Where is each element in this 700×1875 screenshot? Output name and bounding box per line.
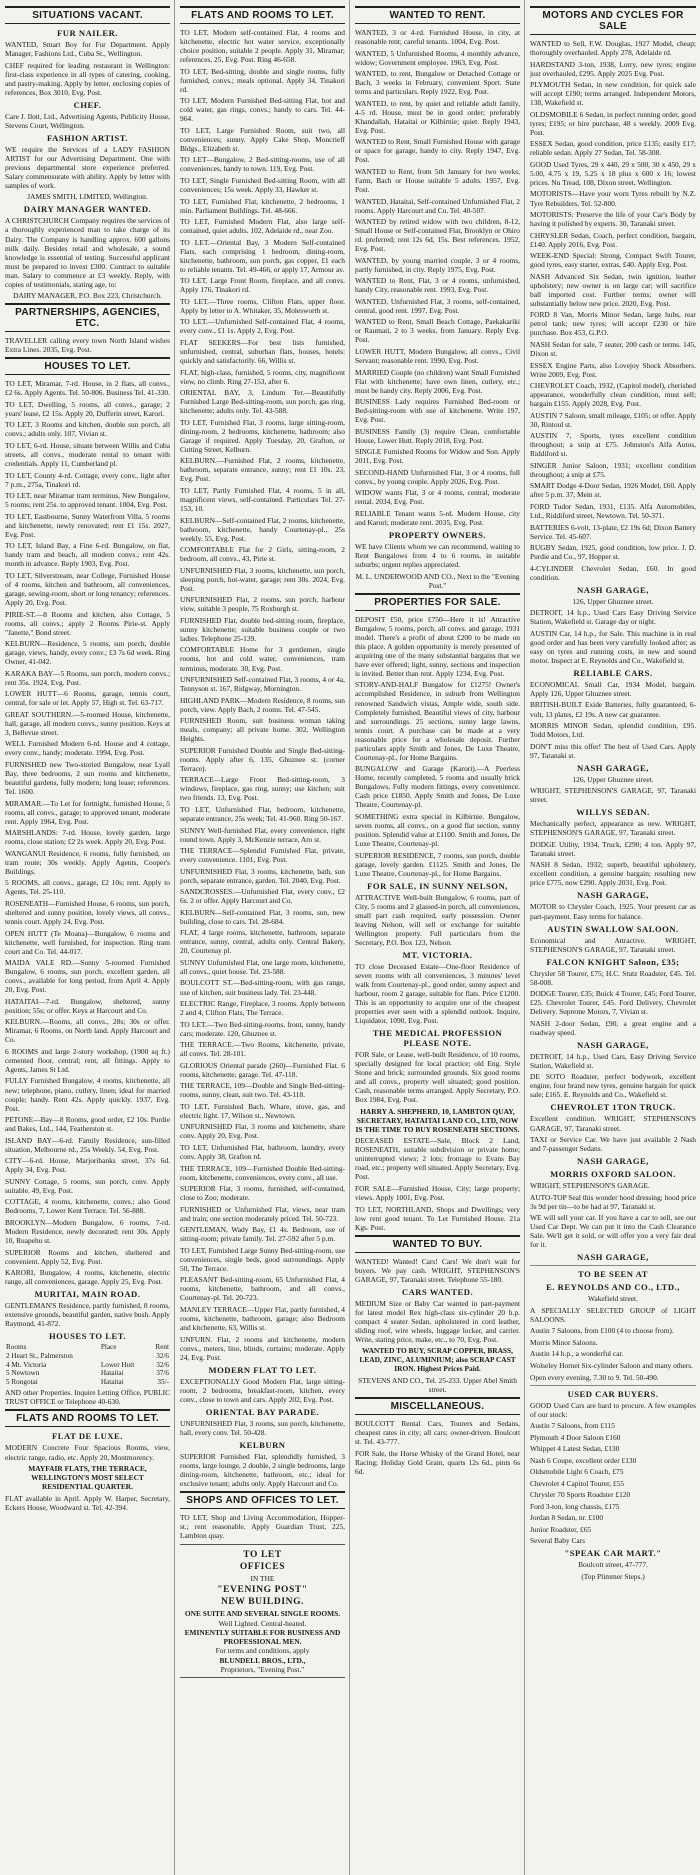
classified-ad: BOULCOTT Rental Cars, Tourers and Sedans, cheapest rates in city; all cars; owner-driven. Boulcott st. Tel. 43-777. [355, 1419, 520, 1447]
ad-heading: MURITAI, MAIN ROAD. [34, 1289, 141, 1300]
section-heading-partnerships: PARTNERSHIPS, AGENCIES, ETC. [5, 303, 170, 332]
classified-ad-signature: Wakefield street. [588, 1294, 638, 1304]
section-heading-wanted-to-buy: WANTED TO BUY. [355, 1235, 520, 1253]
classified-ad: SUPERIOR Furnished Double and Single Bed-sitting-rooms. Apply after 6, 135, Ghuznee st. (corner Terrace). [180, 745, 345, 773]
classified-ad: ISLAND BAY—6-rd. Family Residence, sun-filled situation, Melbourne rd., 25s Weekly. 54, Evg. Post. [5, 1135, 170, 1154]
classified-ad: FURNISHED or Unfurnished Flat, views, near tram and train; one section moderately priced. Tel. 50-723. [180, 1204, 345, 1223]
classified-ad: MODERN Concrete Four Spacious Rooms, view, electric range, radio, etc. Apply 20, Montmorency. [5, 1443, 170, 1462]
classified-ad: TO LET—Bungalow, 2 Bed-sitting-rooms, use of all conveniences, handy to town. 119, Evg. Post. [180, 155, 345, 174]
classified-ad: ORIENTAL BAY, 3, Lindum Ter.—Beautifully Furnished Large Bed-sitting-room, sun porch, gas ring, kitchenette; adults only. Tel. 43-588. [180, 388, 345, 416]
classified-ad: SUNNY Cottage, 5 rooms, sun porch, conv. Apply suitable. 49, Evg. Post. [5, 1176, 170, 1195]
classified-ad: FURNISHED new Two-storied Bungalow, near Lyall Bay, three bedrooms, 2 sun rooms and kitchenette, beautiful gardens, fully modern; long lease; references. Tel. 1600. [5, 759, 170, 797]
classified-ad: WE require the Services of a LADY FASHION ARTIST for our Advertising Department. One with previous departmental store experience preferred. Salary commensurate with ability. Apply by letter with samples of work. [5, 144, 170, 190]
classified-ad: TO LET, Partly Furnished Flat, 4 rooms, 5 in all, magnificent views, self-contained. Particulars Tel. 27-153, 10. [180, 485, 345, 513]
classified-ad: Wolseley Hornet Six-cylinder Saloon and many others. [530, 1361, 693, 1370]
classified-ad: SANDCROSSES.—Unfurnished Flat, every conv., £2 6s. 2 or offer. Apply Harcourt and Co. [180, 887, 345, 906]
classified-ad: SECOND-HAND Unfurnished Flat, 3 or 4 rooms, full convs., by young couple. Apply 2026, Evg. Post. [355, 467, 520, 486]
table-row [5, 1369, 170, 1378]
table-cell: 35/- [157, 1377, 169, 1386]
classified-ad: MAYFAIR FLATS, THE TERRACE, WELLINGTON'S MOST SELECT RESIDENTIAL QUARTER. [28, 1464, 147, 1492]
section-heading-motors-cycles: MOTORS AND CYCLES FOR SALE [530, 6, 696, 35]
classified-ad: WE will sell your car. If you have a car to sell, see our Used Car Dept. We can put it into the Cash Clearance Sale. We'll get it sold, or will offer you a very fair deal for it. [530, 1213, 696, 1250]
classified-ad: ROSENEATH—Furnished House, 6 rooms, sun porch, sheltered and sunny position, lovely views, all convs., tennis court. Apply 24, Evg. Post. [5, 898, 170, 926]
classified-ad-signature: JAMES SMITH, LIMITED, Wellington. [27, 192, 148, 202]
table-row [5, 1352, 170, 1361]
ad-heading: FOR SALE, IN SUNNY NELSON, [367, 880, 508, 891]
classified-ad: MOTORISTS: Preserve the life of your Car's Body by having it polished by experts. 30, Taranaki street. [530, 210, 696, 229]
classified-ad: HARRY A. SHEPHERD, 10, LAMBTON QUAY, SECRETARY, HATAITAI LAND CO., LTD, NOW IS THE TIME TO BUY ROSENEATH SECTIONS. [355, 1106, 520, 1134]
classified-ad: FLAT SEEKERS—For best lists furnished, unfurnished, central, suburban flats, houses, hotels: quickly and satisfactorily. 66, Willis st. [180, 337, 345, 366]
classified-ad: ECONOMICAL Small Car, 1934 Model, bargain. Apply 126, Upper Ghuznee street. [530, 679, 696, 698]
classified-ad: TO LET.—Three rooms, Clifton Flats, upper floor. Apply by letter to A. Whitaker, 35, Molesworth st. [180, 296, 345, 315]
classified-ad: COTTAGE, 4 rooms, kitchenette, convs.; also Good Bedrooms, 7, Lower Kent Terrace. Tel. 56-888. [5, 1197, 170, 1216]
classified-ad: AUSTIN 7 Saloon, small mileage, £105; or offer. Apply 30, Rintoul st. [530, 410, 696, 429]
classified-ad: TO LET, Unfurnished Flat, bedroom, kitchenette, separate entrance, 25s week; Tel. 41-960. Ring 50-167. [180, 804, 345, 823]
classified-ad: UNFURNISHED Flat, 3 rooms, kitchenette, sun porch, sleeping porch, hot-water, garage; rent 30s. 2024, Evg. Post. [180, 565, 345, 593]
ad-heading: TO BE SEEN AT [578, 1269, 648, 1280]
classified-ad: UNFURNISHED Flat, 3 rooms and kitchenette, share conv. Apply 20, Evg. Post. [180, 1122, 345, 1141]
classified-ad: TO LET, near Miramar tram terminus, New Bungalow, 5 rooms; rent 25s. to approved tenant. 1004, Evg. Post. [5, 491, 170, 510]
classified-ad: SINGER Junior Saloon, 1931; excellent condition throughout; a snip at £75. [530, 460, 696, 479]
classified-ad: FURNISHED Flat, double bed-sitting room, fireplace, sunny kitchenette; suitable business couple or two ladies. Telephone 25-139. [180, 615, 345, 643]
table-cell: Rooms [6, 1343, 27, 1352]
classified-ad: TO LET, Single Furnished Bed-sitting Room, with all conveniences; 15s week. Apply 33, Hawker st. [180, 175, 345, 194]
classified-ad: WANTED, 5 Unfurnished Rooms, 4 monthly advance, widow; Government employee. 1963, Evg. Post. [355, 48, 520, 67]
classified-ad: BOULCOTT ST.—Bed-sitting-room, with gas range, use of kitchen, suit business lady. Tel. 23-448. [180, 978, 345, 997]
classified-ad: SUNNY Well-furnished Flat, every convenience, right round town. Apply 3, McKenzie terrace, Aro st. [180, 825, 345, 844]
classified-ad: WRIGHT, STEPHENSON'S GARAGE. [530, 1181, 650, 1191]
classified-ad: DETROIT, 14 h.p., Used Cars Easy Driving Service Station, Wakefield st. Garage day or night. [530, 608, 696, 627]
ad-heading: E. REYNOLDS AND CO., LTD., [546, 1282, 680, 1293]
table-cell: 2 Heart St., Palmerston [6, 1351, 73, 1360]
classified-ad: PIRIE-ST.—8 Rooms and kitchen, also Cottage, 5 rooms, all convs.; apply 2 Rooms Pirie-st. Apply "Janette," Bond street. [5, 609, 170, 637]
ad-heading: NASH GARAGE, [577, 762, 649, 773]
classified-ad: MOTORISTS—Have your worn Tyres rebuilt by N.Z. Tyre Rebuilders, Tel. 52-800. [530, 189, 696, 208]
table-cell: 37/6 [156, 1369, 169, 1378]
table-row [5, 1378, 170, 1387]
offices-to-let-display-ad [180, 1544, 345, 1678]
ad-heading: MT. VICTORIA. [402, 949, 473, 960]
classified-ad: MIRAMAR.—To Let for fortnight, furnished House, 5 rooms, all convs., garage; to approved tenant, moderate rent. Apply 1964, Evg. Post. [5, 798, 170, 826]
classified-ad: NASH Sedan for sale, 7 seater, 200 cash or terms. 145, Dixon st. [530, 339, 696, 358]
classified-ad: THE TERRACE, 109—Furnished Double Bed-sitting-room, kitchenette, conveniences, every conv., all use. [180, 1163, 345, 1182]
classified-ad: WANTED, by young married couple, 3 or 4 rooms, partly furnished, in city. Reply 1975, Evg. Post. [355, 255, 520, 274]
classified-ad-signature: STEVENS AND CO., Tel. 25-233. Upper Abel Smith street. [358, 1375, 517, 1394]
classified-ad: WRIGHT, STEPHENSON'S GARAGE, 97, Taranaki street. [530, 786, 696, 805]
classified-ad: TO LET, Furnished Bach, Whare, stove, gas, and electric light. 17, Wilson st., Newtown. [180, 1101, 345, 1120]
table-cell: Lower Hutt [100, 1360, 135, 1369]
classified-ad: WANTED to Rent, Small Furnished House with garage or space for garage, handy to city. Reply 1947, Evg. Post. [355, 137, 520, 165]
classified-ad: AUTO-TOP Seal this wonder hood dressing; hood price 3s 9d per tin—to be had at 97, Taranaki st. [530, 1192, 696, 1211]
classified-ad: TO close Deceased Estate—One-floor Residence of seven rooms with all conveniences, 3 minutes' level walk from Courtenay-pl., good order, sunny aspect and harbour, room 2 garage, suitable for flats. Price £1200. This is an opportunity to acquire one of the cheapest properties ever seen with a splendid outlook. Inquire, Liquidator, 1090, Evg. Post. [355, 961, 520, 1025]
classified-ad: TO LET, 6-rd. House, situate between Willis and Cuba streets, all convs., moderate rental to tenant with credentials. Apply 11, Cumberland pl. [5, 440, 170, 469]
classified-ad: ESSEX Sedan, good condition, price £135; easily £17; reliable sedan. Apply 27 Sedan, Tel. 58-308. [530, 139, 696, 158]
table-cell: 32/6 [156, 1360, 169, 1369]
classified-ad: COMFORTABLE Home for 3 gentlemen, single rooms, hot and cold water, conveniences, tram terminus, moderate. 30, Evg. Post. [180, 645, 345, 673]
classified-ad: 6 ROOMS and large 2-story workshop, (1900 sq ft.) cemented floor, central; rent, all fittings. Apply to Agents, James St Ltd. [5, 1046, 170, 1074]
classified-ad: WEEK-END Special: Strong, Compact Swift Tourer, good tyres, easy starter, extras, £40. Apply Evg. Post. [530, 251, 696, 270]
classified-ad: NASH Advanced Six Sedan, twin ignition, leather upholstery; new owner is on large car; will sacrifice ball imported cost. Further terms; owner will substantially below new price. 2020, Evg. Post. [530, 271, 696, 308]
classified-ad: DODGE Utility, 1934, Truck, £290; 4 ton. Apply 97, Taranaki street. [530, 839, 696, 858]
classified-ad: Chrysler 58 Tourer, £75; H.C. Stutz Roadster, £45. Tel. 58-008. [530, 968, 696, 987]
classified-ad: TO LET, Furnished Flat, kitchenette, 2 bedrooms, 1 min. Parliament Buildings. Tel. 48-666. [180, 196, 345, 215]
divider [530, 1385, 696, 1386]
classified-ad: WANGANUI Residence, 6 rooms, fully furnished, on tram route; 30s weekly. Apply Agents, Cooper's Buildings. [5, 848, 170, 876]
list-item: Ford 3-ton, long chassis, £175 [530, 1501, 620, 1511]
ad-heading: FUR NAILER. [57, 28, 118, 38]
classified-ad: TO LET.—Unfurnished Self-contained Flat, 4 rooms, every conv., £1 1s. Apply 2, Evg. Post. [180, 317, 345, 336]
list-item: Chevrolet 4 Capitol Tourer, £55 [530, 1478, 625, 1488]
classified-ad: KELBURN—Self-contained Flat, 3 rooms, sun, new building, close to cars. Tel. 28-684. [180, 907, 345, 926]
classified-ad: ATTRACTIVE Well-built Bungalow, 6 rooms, part of City, 5 rooms and 2 glassed-in porch, all conveniences, small part cash required, early possession. Owner leaving Nelson, will sell or exchange for suitable Wellington property. Full particulars from the Secretary, P.O. Box 123, Nelson. [355, 892, 520, 947]
classified-ad: MANLEY TERRACE—Upper Flat, partly furnished, 4 rooms, kitchenette, bathroom, garage; also Bedroom and kitchenette, 63, Willis st. [180, 1304, 345, 1333]
table-row [5, 1361, 170, 1370]
ad-heading: FASHION ARTIST. [47, 132, 128, 143]
classified-ad: PETONE—Bay—8 Rooms, good order, £2 10s. Purdie and Bakes, Ltd., 144, Featherston st. [5, 1115, 170, 1134]
section-heading-miscellaneous: MISCELLANEOUS. [355, 1397, 520, 1415]
classified-ad: TO LET, Shop and Living Accommodation, Hopper-st.; rent reasonable. Apply Guardian Trust, 225, Lambton quay. [180, 1512, 345, 1540]
classified-ad: TO LET, Furnished Flat, 3 rooms, large sitting-room, dining-room, 2 bedrooms, kitchenette, bathroom; also Garage if required. Apply Tuesday, 20, Grafton, or Cutting Street, Kelburn. [180, 417, 345, 454]
classified-ad: DODGE Tourer, £35; Buick 4 Tourer, £45; Ford Tourer, £25. Chevrolet Tourer, £45. Ford Delivery, Chevrolet Delivery. Supreme Motors, 7, Vivian st. [530, 989, 696, 1017]
classified-ad: WE have Clients whom we can recommend, waiting to Rent Bungalows from 4 to 6 rooms, in suitable suburbs; urgent replies appreciated. [355, 542, 520, 570]
ad-heading: NASH GARAGE, [577, 1039, 649, 1050]
classified-ad-signature: (Top Plimmer Steps.) [581, 1572, 645, 1581]
classified-ad: FOR Sale, the Horse Whisky of the Grand Hotel, near Racing; Holiday Gold Grain, quarts 12s 6d., pints 6s 6d. [355, 1448, 520, 1476]
ad-heading: CHEF. [73, 99, 102, 110]
classified-ad: PLEASANT Bed-sitting-room, 65 Unfurnished Flat, 4 rooms, kitchenette, bathroom, and all convs., Courtenay-pl. Tel. 20-723. [180, 1275, 345, 1303]
classified-ad: WIDOW wants Flat, 3 or 4 rooms, central, moderate rental. 2034, Evg. Post. [355, 488, 520, 507]
classified-ad: FURNISHED Room, suit business woman taking meals, company; all private home. 302, Wellington Heights. [180, 716, 345, 744]
classified-ad: UNFURNISHED Flat, 3 rooms, kitchenette, bath, sun porch, separate entrance, garden. Tel. 2040, Evg. Post. [180, 866, 345, 885]
display-ad-text: ONE SUITE AND SEVERAL SINGLE ROOMS. [184, 1609, 341, 1619]
classified-ad: FLAT, 4 large rooms, kitchenette, bathroom, separate entrance, sunny, central, adults only. Central Bakery, 20, Courtenay pl. [180, 928, 345, 956]
classified-ad: Morris Minor Saloons. [530, 1337, 598, 1347]
classified-ad: WANTED, to rent, Bungalow or Detached Cottage or Bach, 3 weeks in February, convenient Sport. State terms and particulars. Reply 1922, Evg. Post. [355, 69, 520, 97]
houses-rent-table [5, 1343, 170, 1386]
classified-ad: GOOD Used Cars are hard to procure. A few examples of our stock: [530, 1400, 696, 1419]
section-heading-flats-rooms: FLATS AND ROOMS TO LET. [5, 1409, 170, 1427]
ad-heading: DAIRY MANAGER WANTED. [23, 204, 152, 215]
classified-ad: UNFURNISHED Flat, 2 rooms, sun porch, harbour view, suitable 3 people, 75 Roxburgh st. [180, 595, 345, 614]
ad-heading: PROPERTY OWNERS. [388, 530, 487, 541]
column-2 [175, 0, 350, 1875]
classified-ad: MOTOR to Chrysler Coach, 1925. Your present car as part-payment. Easy terms for balance. [530, 902, 696, 921]
classified-ad: SUPERIOR Rooms and kitchen, sheltered and convenient. Apply 52, Evg. Post. [5, 1247, 170, 1266]
classified-ad: CHEF required for leading restaurant in Wellington: first-class experience in all types of catering, cooking, and pastry-making. Apply by letter, enclosing copies of references, Box 3010, Evg. Post. [5, 60, 170, 97]
classified-ad: RELIABLE Tenant wants 5-rd. Modern House, city and Karori; moderate rent. 2035, Evg. Post. [355, 509, 520, 528]
ad-heading: MORRIS OXFORD SALOON. [550, 1169, 676, 1180]
section-heading-houses-to-let: HOUSES TO LET. [5, 357, 170, 375]
classified-ad: BRITISH-BUILT Exide Batteries, fully guaranteed, 6-volt, 13 plates, £2 19s. A new car guarantee. [530, 700, 696, 719]
classified-ad: TRAVELLER calling every town North Island wishes Extra Lines. 2035, Evg. Post. [5, 336, 170, 355]
classified-ad: TERRACE—Large Front Bed-sitting-room, 3 windows, fireplace, gas ring, sunny; use kitchen; suit two friends. 13, Evg. Post. [180, 775, 345, 803]
classified-ad: Open every evening, 7.30 to 9. Tel. 50-490. [530, 1372, 659, 1382]
classified-ad: STORY-AND-HALF Bungalow for £1275! Owner's accomplished Residence, in suburb from Wellington renowned Sandwich vistas, Ample wide, south side. Completely furnished. Beautiful views of city, harbour and surroundings. 25 sections, sunny large lawns, tennis court. A purchase can be made at a very reasonable price for a wholesale deposit. Further particulars apply Smith and Jones, De Luxe Theatre, Courtenay-pl., for Home Bargains. [355, 680, 520, 762]
classified-ad: COMFORTABLE Flat for 2 Girls, sitting-room, 2 bedroom, all convs., 43, Pirie st. [180, 545, 345, 564]
classified-ad: TO LET, 3 Rooms and kitchen, double sun porch, all convs.; adults only. 107, Vivian st. [5, 420, 170, 439]
classified-ad: SUPERIOR RESIDENCE, 7 rooms, sun porch, double garage, lovely garden. £1125. Smith and Jones, De Luxe Theatre, Courtenay-pl., for Home Bargains. [355, 850, 520, 878]
classified-ad: GOOD Used Tyres, 29 x 440, 29 x 500, 30 x 450, 29 x 5.00, 4.75 x 19, 5.25 x 18 plus x 600 x 16; lowest prices. Nu Tread, 108, Dixon street, Wellington. [530, 159, 696, 187]
classified-ad-signature: 126, Upper Ghuznee street. [572, 596, 654, 606]
column-1 [0, 0, 175, 1875]
display-ad-title: "EVENING POST" [217, 1585, 308, 1596]
classified-ad: FLAT, high-class, furnished, 5 rooms, city, magnificent view, no climb. Ring 27-153, after 6. [180, 367, 345, 386]
display-ad-text: IN THE [250, 1574, 275, 1584]
classified-ad: BUSINESS Lady requires Furnished Bed-room or Bed-sitting-room with use of kitchenette. Write 197, Evg. Post. [355, 397, 520, 425]
display-ad-text: BLUNDELL BROS., LTD., [219, 1655, 306, 1665]
classified-ad: DE SOTO Roadster, perfect bodywork, excellent engine, four brand new tyres, genuine bargain for quick sale; £165. E. Reynolds and Co., Wakefield st. [530, 1072, 696, 1100]
ad-heading: AUSTIN SWALLOW SALOON. [547, 923, 679, 934]
classified-ad: NASH 2-door Sedan, £90, a great engine and a roadway speed. [530, 1018, 696, 1037]
classified-ad-signature: 126, Upper Ghuznee street. [572, 774, 654, 784]
classified-ad: KELBURN.—Rooms, all convs., 28s; 30s or offer. Miramar, 6 Rooms, on North land. Apply Harcourt and Co. [5, 1017, 170, 1045]
ad-heading: HOUSES TO LET. [49, 1331, 126, 1342]
classified-ad: THE TERRACE.—Two Rooms, kitchenette, private, all convs. Tel. 28-101. [180, 1040, 345, 1059]
classified-ad: AND other Properties. Inquire Letting Office, PUBLIC TRUST OFFICE or Telephone 40-630. [5, 1388, 170, 1407]
classified-ad: OPEN HUTT (Te Moana)—Bungalow, 6 rooms and kitchenette, well furnished, for inspection. Ring tram court and Co. Tel. 44-017. [5, 928, 170, 956]
classified-ad: MAIDA VALE RD.—Sunny 5-roomed Furnished Bungalow, 6 rooms, sun porch, excellent garden, all convs., available for long period, from April 4. Apply 20, Evg. Post. [5, 958, 170, 995]
ad-heading: FALCON KNIGHT Saloon, £35; [546, 956, 680, 967]
classified-ad: LOWER HUTT, Modern Bungalow, all convs., Civil Servant; reasonable rent. 1990, Evg. Post. [355, 347, 520, 366]
classified-ad: TO LET.—Oriental Bay, 3 Modern Self-contained Flats, each comprising 1 bedroom, dining-room, kitchenette, bathroom, sun porch, gas copper, £1 each to reliable tenants. Tel. 49-466, or apply 17, Armour av. [180, 237, 345, 274]
classified-ad: UNFURNISHED Flat, 3 rooms, sun porch, kitchenette, hall, every conv. Tel. 50-428. [180, 1418, 345, 1437]
ad-heading: RELIABLE CARS. [573, 667, 653, 678]
classified-ad: UNFURNISHED Self-contained Flat, 3 rooms, 4 or 4a, Tennyson st. 167, Ridgway, Mornington. [180, 675, 345, 694]
list-item: Austin 7 Saloons, from £115 [530, 1421, 615, 1431]
list-item: Whippet 4 Latest Sedan, £130 [530, 1444, 620, 1454]
divider [530, 1265, 696, 1266]
ad-heading: NASH GARAGE, [577, 1252, 649, 1263]
ad-heading: "SPEAK CAR MART." [564, 1548, 662, 1559]
classified-ad: TO LET, Unfurnished Flat, bathroom, laundry, every conv. Apply 38, Grafton rd. [180, 1142, 345, 1161]
classified-ad: DECEASED ESTATE—Sale, Block 2 Land, ROSENEATH, suitable subdivision or private home; uninterrupted views; 2 lots; frontage to Evans Bay road, etc.; property well situated. Apply Secretary, Evg. Post. [355, 1136, 520, 1182]
list-item: Plymouth 4 Door Saloon £160 [530, 1432, 621, 1442]
classified-ad: ESSEX Engine Parts, also Lovejoy Shock Absorbers. Write 2009, Evg. Post. [530, 360, 696, 379]
classified-ad: SUPERIOR Flat, 3 rooms, furnished, self-contained, close to Zoo; moderate. [180, 1184, 345, 1203]
classified-ad: A SPECIALLY SELECTED GROUP of LIGHT SALOONS. [530, 1305, 696, 1324]
classified-ad: FULLY Furnished Bungalow, 4 rooms, kitchenette, all new; telephone, piano, cutlery, linen; ideal for married couple; handy. Rent 42s. Apply quickly. 1937, Evg. Post. [5, 1076, 170, 1113]
classified-ad: HIGHLAND PARK—Modern Residence, 8 rooms, sun porch, view. Apply Bach, 2 rooms. Tel. 47-545. [180, 695, 345, 714]
classified-ad: AUSTIN Car, 14 h.p., for Sale. This machine is in real good order and has been very carefully looked after; as easy on tyres and running costs, in new and sound motor. Inspect at E. Reynolds and Co., Wakefield st. [530, 628, 696, 665]
classified-ad: CHEVROLET Coach, 1932, (Capitol model), cherished appearance, wonderfully clean condition, must sell; bargain £155. Apply 2028, Evg. Post. [530, 381, 696, 409]
classified-ad: TO LET, Large Front Room, fireplace, and all convs. Apply 176, Tinakori rd. [180, 276, 345, 295]
classified-ad: TO LET, Modern Furnished Bed-sitting Flat, hot and cold water, gas rings, convs.; handy to cars. Tel. 44-964. [180, 96, 345, 124]
classified-ad: 5 ROOMS, all convs., garage, £2 10s; rent. Apply to Agents, Tel. 25-110. [5, 878, 170, 897]
classified-ad: Excellent condition. WRIGHT, STEPHENSON'S GARAGE, 97, Taranaki street. [530, 1114, 696, 1133]
display-ad-text: EMINENTLY SUITABLE FOR BUSINESS AND PROFESSIONAL MEN. [184, 1627, 341, 1647]
classified-ad: HARDSTAND 3-ton, 1938, Lorry, new tyres; engine just overhauled, £295. Apply 2025 Evg. Post. [530, 59, 696, 78]
ad-heading: USED CAR BUYERS. [567, 1388, 659, 1399]
ad-heading: NASH GARAGE, [577, 890, 649, 901]
classified-ad: HATAITAI—7-rd. Bungalow, sheltered, sunny position; 55s; or offer. Keys at Harcourt and Co. [5, 996, 170, 1015]
classified-ad: SINGLE Furnished Rooms for Widow and Son. Apply 2011, Evg. Post. [355, 447, 520, 466]
table-cell: Hataitai [100, 1369, 124, 1378]
classified-ad: WANTED, 3 or 4-rd. Furnished House, in city, at reasonable rent; careful tenants. 1004, Evg. Post. [355, 28, 520, 47]
classified-ad: Economical and Attractive. WRIGHT, STEPHENSON'S GARAGE, 97, Taranaki street. [530, 935, 696, 954]
classified-ad: TO LET, Bed-sitting, double and single rooms, fully furnished, convs.; meals optional. Apply 34, Tinakori rd. [180, 66, 345, 94]
ad-heading: NASH GARAGE, [577, 1156, 649, 1167]
classified-ad: MEDIUM Size or Baby Car wanted in part-payment for latest model Rex high-class six-cylinder 20 h.p. compact 4 seater Sedan, upholstered in cord leather, sliding roof, wire wheels, luggage locker, and carrier. Write, stating price, make, etc., to 70, Evg. Post. [355, 1298, 520, 1344]
classified-ad: A CHRISTCHURCH Company requires the services of a thoroughly experienced man to take charge of its Dairy. The Company is handling approx. 600 gallons milk daily. Besides retail and wholesale, a sound knowledge is essential of testing. Successful applicant must be prepared to invest £300. Contract to suitable man. Salary to commence at £3 weekly. Reply, with copies of testimonials, stating age, to: [5, 216, 170, 289]
classified-ad: TO LET.—Two Bed-sitting-rooms, front, sunny, handy cars; moderate. 120, Ghuznee st. [180, 1019, 345, 1038]
classified-ad: LOWER HUTT—6 Rooms, garage, tennis court, central, for sale or let. Apply 57, High st. Tel. 63-717. [5, 689, 170, 708]
classified-ad: Austin 7 Saloons, from £100 (4 to choose from). [530, 1326, 674, 1336]
ad-heading: MODERN FLAT TO LET. [208, 1364, 317, 1375]
classified-ad: CITY—6-rd. House, Marjoribanks street, 37s 6d. Apply 34, Evg. Post. [5, 1156, 170, 1175]
classified-ad: 4-CYLINDER Chevrolet Sedan, £60. In good condition. [530, 563, 696, 582]
classified-ad: WANTED, Hataitai, Self-contained Unfurnished Flat, 2 rooms. Apply Harcourt and Co. Tel. 40-507. [355, 196, 520, 215]
classified-ad: GENTLEMAN'S Residence, partly furnished, 8 rooms, extensive grounds, beautiful garden, native bush. Apply Raymond, 41-872. [5, 1301, 170, 1329]
table-cell: 4 Mt. Victoria [6, 1360, 47, 1369]
section-heading-wanted-to-rent: WANTED TO RENT. [355, 6, 520, 24]
table-cell: 5 Rongotai [6, 1377, 38, 1386]
classified-ad: TO LET, Furnished Modern Flat, also large self-contained, quiet adults. 102, Adelaide rd., near Zoo. [180, 217, 345, 236]
classified-ad: BUNGALOW and Garage (Karori).—A Peerless Home, recently completed, 5 rooms and usually brick Bungalows, Fully modern fittings, every convenience. Cash price £1850. Apply Smith and Jones, De Luxe Theatre, Courtenay-pl. [355, 764, 520, 810]
classified-ad: WANTED to Rent, Flat, 3 or 4 rooms, unfurnished, handy City, reasonable rent. 1993, Evg. Post. [355, 276, 520, 295]
classified-ad: WANTED by retired widow with two children, 8-12, Small House or Self-contained Flat, Brooklyn or Ohiro rd. preferred; rent 12s 6d, 15s. Best references. 1952, Evg. Post. [355, 217, 520, 254]
column-4 [525, 0, 700, 1875]
classified-ad: SMART Dodge 4-Door Sedan, 1926 Model, £60. Apply after 5 p.m. 37, Mein st. [530, 481, 696, 500]
classified-ad: DEPOSIT £50, price £750—Here it is! Attractive Bungalow, 5 rooms, porch, all convs. and garage, 1931 model. There's a profit of about £200 to be made on this place. A golden opportunity is merely presented of acquiring one of the many substantial bargains that we have ever offered; light, sunny, sections and inspection is invited. Better than rent. Apply 1234, Evg. Post. [355, 614, 520, 678]
classified-ad: TO LET, Island Bay, a Fine 6-rd. Bungalow, on flat, handy tram and beach, all modern convs.; rent 42s. month in advance. Reply 1903, Evg. Post. [5, 541, 170, 569]
classified-ad: OLDSMOBILE 6 Sedan, in perfect running order, good tyres; £195; or hire purchase, 48 s weekly. 2009 Evg. Post. [530, 109, 696, 137]
classified-ad: Austin 14 h.p., a wonderful car. [530, 1349, 624, 1359]
classified-ad: TO LET, Eastbourne, Sunny Waterfront Villa, 5 rooms and kitchenette, newly renovated; rent £1 15s. 2027, Evg. Post. [5, 511, 170, 539]
ad-heading: WILLYS SEDAN. [576, 807, 650, 818]
classified-ad: MARRIED Couple (no children) want Small Furnished Flat with kitchenette; have own linen, cutlery, etc.; must be handy city. Reply 2006, Evg. Post. [355, 367, 520, 395]
classified-ad: SOMETHING extra special in Kilbirnie. Bungalow, seven rooms, all convs., on a good flat section, sunny position. Splendid value at £1100. Smith and Jones, De Luxe Theatre, Courtenay-pl. [355, 811, 520, 848]
classified-ad: WELL Furnished Modern 6-rd. House and 4 cottage, every conv., handy; moderate. 1994, Evg. Post. [5, 739, 170, 758]
display-ad-text: For terms and conditions, apply [215, 1646, 310, 1656]
classified-ad-signature: Boulcott street, 47-777. [578, 1560, 648, 1570]
classified-ad-signature: M. L. UNDERWOOD AND CO., Next to the "Evening Post." [355, 571, 520, 590]
table-cell [100, 1352, 149, 1361]
classified-ad: SUNNY Unfurnished Flat, one large room, kitchenette, all convs., quiet house. Tel. 23-588. [180, 957, 345, 976]
classified-ad: Care J. Ilott, Ltd., Advertising Agents, Publicity House, Stevens Court, Wellington. [5, 111, 170, 130]
classified-ad: NASH 8 Sedan, 1932; superb, beautiful upholstery, excellent condition, a genuine bargain; resulting new price £775, now £290. Apply 2031, Evg. Post. [530, 860, 696, 888]
classified-ad: FOR Sale, or Lease, well-built Residence, of 10 rooms, specially designed for local practice; old Eng. Style Stone and brick; surrounded grounds. Six good rooms and all convs., property well situated; good position. Cash, reasonable terms arranged. Apply Secretary, P.O. Box 1984, Evg. Post. [355, 1050, 520, 1105]
display-ad-title: NEW BUILDING. [220, 1597, 305, 1608]
classified-ad: KELBURN—Self-contained Flat, 2 rooms, kitchenette, bathroom, kitchenette, handy Courtenay-pl., 25s weekly. 55, Evg. Post. [180, 515, 345, 543]
section-heading-shops-offices: SHOPS AND OFFICES TO LET. [180, 1491, 345, 1509]
list-item: Several Baby Cars [530, 1536, 586, 1546]
classified-ad: WANTED, Smart Boy for Fur Department. Apply Manager, Fashions Ltd., Cuba St., Wellington. [5, 40, 170, 59]
classified-ad: ELECTRIC Range, Fireplace, 3 rooms. Apply between 2 and 4, Clifton Flats, The Terrace. [180, 999, 345, 1018]
classified-ad: RUGBY Sedan, 1925, good condition, low price. J. D. Purdie and Co., 97, Hopper st. [530, 543, 696, 562]
classified-ad: TO LET, Large Furnished Room, suit two, all conveniences; sunny. Apply Cake Shop, Moncrieff Bldgs., Elizabeth st. [180, 125, 345, 153]
classified-ad: BROOKLYN—Modern Bungalow, 6 rooms, 7-rd. Modern Residence, newly decorated; rent 30s. Apply 10, Ruapehu st. [5, 1217, 170, 1245]
classified-ad: WANTED to Rent, Small Beach Cottage, Paekakariki or Raumati, 2 to 3 weeks, from January. Reply Evg. Post. [355, 317, 520, 345]
list-item: Jordan 8 Sedan, nr. £100 [530, 1513, 604, 1523]
classified-ad: DON'T miss this offer! The best of Used Cars. Apply 97, Taranaki st. [530, 741, 696, 760]
classified-ad: TAXI or Service Car. We have just available 2 Nash and 7-passenger Sedans. [530, 1135, 696, 1154]
classified-ad: TO LET, Furnished Large Sunny Bed-sitting-room, use conveniences, single beds, good surroundings. Apply 50, The Terrace. [180, 1245, 345, 1273]
classified-ad: TO LET, Dwelling, 5 rooms, all convs., garage; 2 years' lease, £2 15s. Apply 20, Dufferin street, Karori. [5, 399, 170, 418]
classified-ad: UNFURN. Flat, 2 rooms and kitchenette, modern convs., meters, lino, blinds, curtains; moderate. Apply 24, Evg. Post. [180, 1334, 345, 1362]
classified-ad: PLYMOUTH Sedan, in new condition, for quick sale will accept £190; terms arranged. Independent Motors, 138, Wakefield st. [530, 80, 696, 108]
classified-ad: TO LET, Miramar, 7-rd. House, in 2 flats, all convs., £2 6s. Apply Agents. Tel. 50-806. Business Tel. 41-330. [5, 379, 170, 398]
ad-heading: CARS WANTED. [401, 1286, 474, 1297]
table-header-row [5, 1343, 170, 1352]
table-cell: Hataitai [100, 1377, 124, 1386]
classified-ad: BATTERIES 6-volt, 13-plate, £2 19s 6d; Dixon Battery Service. Tel. 45-607. [530, 522, 696, 541]
classified-ad: FORD Tudor Sedan, 1931, £135. Alfa Automobiles, Ltd., Riddiford street, Newtown. Tel. 50-371. [530, 501, 696, 520]
classified-ad: KELBURN.—Furnished Flat, 2 rooms, kitchenette, bathroom, separate entrance, sunny; rent £1 10s. 23, Evg. Post. [180, 456, 345, 484]
list-item: Junior Roadster, £65 [530, 1524, 592, 1534]
classified-ad: GLORIOUS Oriental parade (260)—Furnished Flat. 6 rooms, kitchenette; garage. Tel. 47-118. [180, 1060, 345, 1079]
classified-ad: THE TERRACE, 109—Double and Single Bed-sitting-rooms, sunny, clean, suit two. Tel. 43-118. [180, 1081, 345, 1100]
list-item: Chrysler 70 Sports Roadster £120 [530, 1490, 631, 1500]
ad-heading: THE MEDICAL PROFESSION PLEASE NOTE. [372, 1028, 503, 1048]
section-heading-situations-vacant: SITUATIONS VACANT. [5, 6, 170, 24]
classified-ad: FOR SALE—Furnished House, City; large property; views. Apply 1001, Evg. Post. [355, 1183, 520, 1202]
classified-ad: THE TERRACE—Splendid Furnished Flat, private, every convenience. 1101, Evg. Post. [180, 846, 345, 865]
classified-ad: SUPERIOR Furnished Flat, splendidly furnished, 3 rooms, large lounge, 2 double, 2 single bedrooms, large dining-room, kitchenette, bathroom, etc.; ideal for exclusive tenant; adults only. Apply Harcourt and Co. [180, 1451, 345, 1488]
ad-heading: NASH GARAGE, [577, 584, 649, 595]
display-ad-title: TO LET [243, 1550, 282, 1561]
classified-ad: MARSHLANDS: 7-rd. House, lovely garden, large rooms, close station; £2 2s week. Apply 20, Evg. Post. [5, 828, 170, 847]
classified-ad: WANTED, Unfurnished Flat, 3 rooms, self-contained, central, good rent. 1997, Evg. Post. [355, 296, 520, 315]
classified-ad: EXCEPTIONALLY Good Modern Flat, large sitting-room, 2 bedrooms, breakfast-room, kitchen, every conv., close to town and cars. Apply 202, Evg. Post. [180, 1376, 345, 1404]
classified-ad: Mechanically perfect, appearance as new. WRIGHT, STEPHENSON'S GARAGE, 97, Taranaki street. [530, 819, 696, 838]
list-item: Oldsmobile Light 6 Coach, £75 [530, 1467, 624, 1477]
classified-ad: WANTED to Sell, F.W. Douglas, 1927 Model, cheap; thoroughly overhauled. Apply 278, Adelaide rd. [530, 39, 696, 58]
table-cell: 5 Newtown [6, 1369, 40, 1378]
classified-ad: KARORI, Bungalow, 4 rooms, kitchenette, electric range, all conveniences, garage. Apply 25, Evg. Post. [5, 1268, 170, 1287]
section-heading-properties-for-sale: PROPERTIES FOR SALE. [355, 593, 520, 611]
classified-ad: WANTED to Rent, from 5th January for two weeks, Farm, Bach or House suitable 5 adults. 1957, Evg. Post. [355, 166, 520, 194]
classified-ad: DETROIT, 14 h.p., Used Cars, Easy Driving Service Station, Wakefield st. [530, 1051, 696, 1070]
list-item: Nash 6 Coupe, excellent order £130 [530, 1455, 637, 1465]
classified-ad: GENTLEMAN, Wady Bay, £1 4s. Bedroom, use of sitting-room; private family. Tel. 27-592 after 5 p.m. [180, 1225, 345, 1244]
classified-ad: MORRIS MINOR Sedan, splendid condition, £95. Todd Motors, Ltd. [530, 721, 696, 740]
classified-ad: BUSINESS Family (3) require Clean, comfortable House, Lower Hutt. Reply 2018, Evg. Post. [355, 426, 520, 445]
classified-ad: WANTED! Wanted! Cars! Cars! We don't wait for buyers. We pay cash. WRIGHT, STEPHENSON'S GARAGE, 97, Taranaki street. Telephone 55-180. [355, 1256, 520, 1284]
classified-ad: FORD 8 Van, Morris Minor Sedan, large hubs, rear petrol tank; new tyres; will accept £230 or hire purchase. Box 453, G.P.O. [530, 310, 696, 338]
section-heading-flats-rooms: FLATS AND ROOMS TO LET. [180, 6, 345, 24]
ad-heading: ORIENTAL BAY PARADE. [205, 1406, 320, 1417]
ad-heading: CHEVROLET 1TON TRUCK. [550, 1102, 676, 1113]
display-ad-text: Proprietors, "Evening Post." [220, 1664, 305, 1674]
ad-heading: KELBURN [239, 1439, 286, 1450]
classified-ad-signature: DAIRY MANAGER, P.O. Box 223, Christchurch. [13, 291, 162, 301]
classified-ad: WANTED TO BUY, SCRAP COPPER, BRASS, LEAD, ZINC, ALUMINIUM; also SCRAP CAST IRON. Highest Prices Paid. [359, 1346, 516, 1374]
classified-ad: CHRYSLER Sedan, Coach, perfect condition, bargain, £140. Apply 2016, Evg. Post. [530, 230, 696, 249]
classified-ad: TO LET, County 4-rd. Cottage, every conv., light after 7 p.m., 275a, Tinakori rd. [5, 470, 170, 489]
ad-heading: FLAT DE LUXE. [52, 1431, 123, 1442]
classified-ad: WANTED, to rent, by quiet and reliable adult family, 4-5 rd. House, must be in good order; preferably Khandallah, Hataitai or Kilbirnie; quiet. Reply 1943, Evg. Post. [355, 98, 520, 135]
column-3 [350, 0, 525, 1875]
table-cell: 32/6 [156, 1351, 169, 1360]
table-cell: Place [100, 1343, 117, 1352]
table-cell: Rent [155, 1343, 169, 1352]
classified-ad: KARAKA BAY—5 Rooms, sun porch, modern convs.; rent 35s. 1924, Evg. Post. [5, 668, 170, 687]
display-ad-text: Well Lighted. Central-heated. [218, 1618, 307, 1628]
classified-ad: TO LET, Modern self-contained Flat, 4 rooms and kitchenette, electric hot water service, exceptionally choice position, suitable 2 people. Apply 31, Miramar; references, 25, Evg. Post. Ring 46-658. [180, 28, 345, 65]
classified-ad: TO LET, NORTHLAND, Shops and Dwellings; very low rent good tenant. To Let Furnished House. 21a Kgs. Post. [355, 1204, 520, 1232]
classified-ad: TO LET, Silverstream, near College, Furnished House of 4 rooms, kitchen and bathroom, all conveniences, garage, sewing-room, short or long tenancy; references. Apply 20, Evg. Post. [5, 570, 170, 607]
classified-ad: AUSTIN 7, Sports, tyres excellent condition throughout; a snip at £75. Johnston's Alfa Autos, Riddiford st. [530, 431, 696, 459]
classified-ad: GREAT SOUTHERN.—5-roomed House, kitchenette, hall, garage, all modern convs., sunny position. Keys at 3, Bellevue street. [5, 709, 170, 737]
display-ad-title: OFFICES [239, 1562, 286, 1573]
classified-ad: FLAT available in April. Apply W. Harper, Secretary, Eckers House, Woodward st. Tel. 42-394. [5, 1493, 170, 1512]
classified-ad: KELBURN—Residence, 5 rooms, sun porch, double garage, views, handy, every conv.; £3 7s 6d week. Ring Owner, 41-042. [5, 639, 170, 667]
